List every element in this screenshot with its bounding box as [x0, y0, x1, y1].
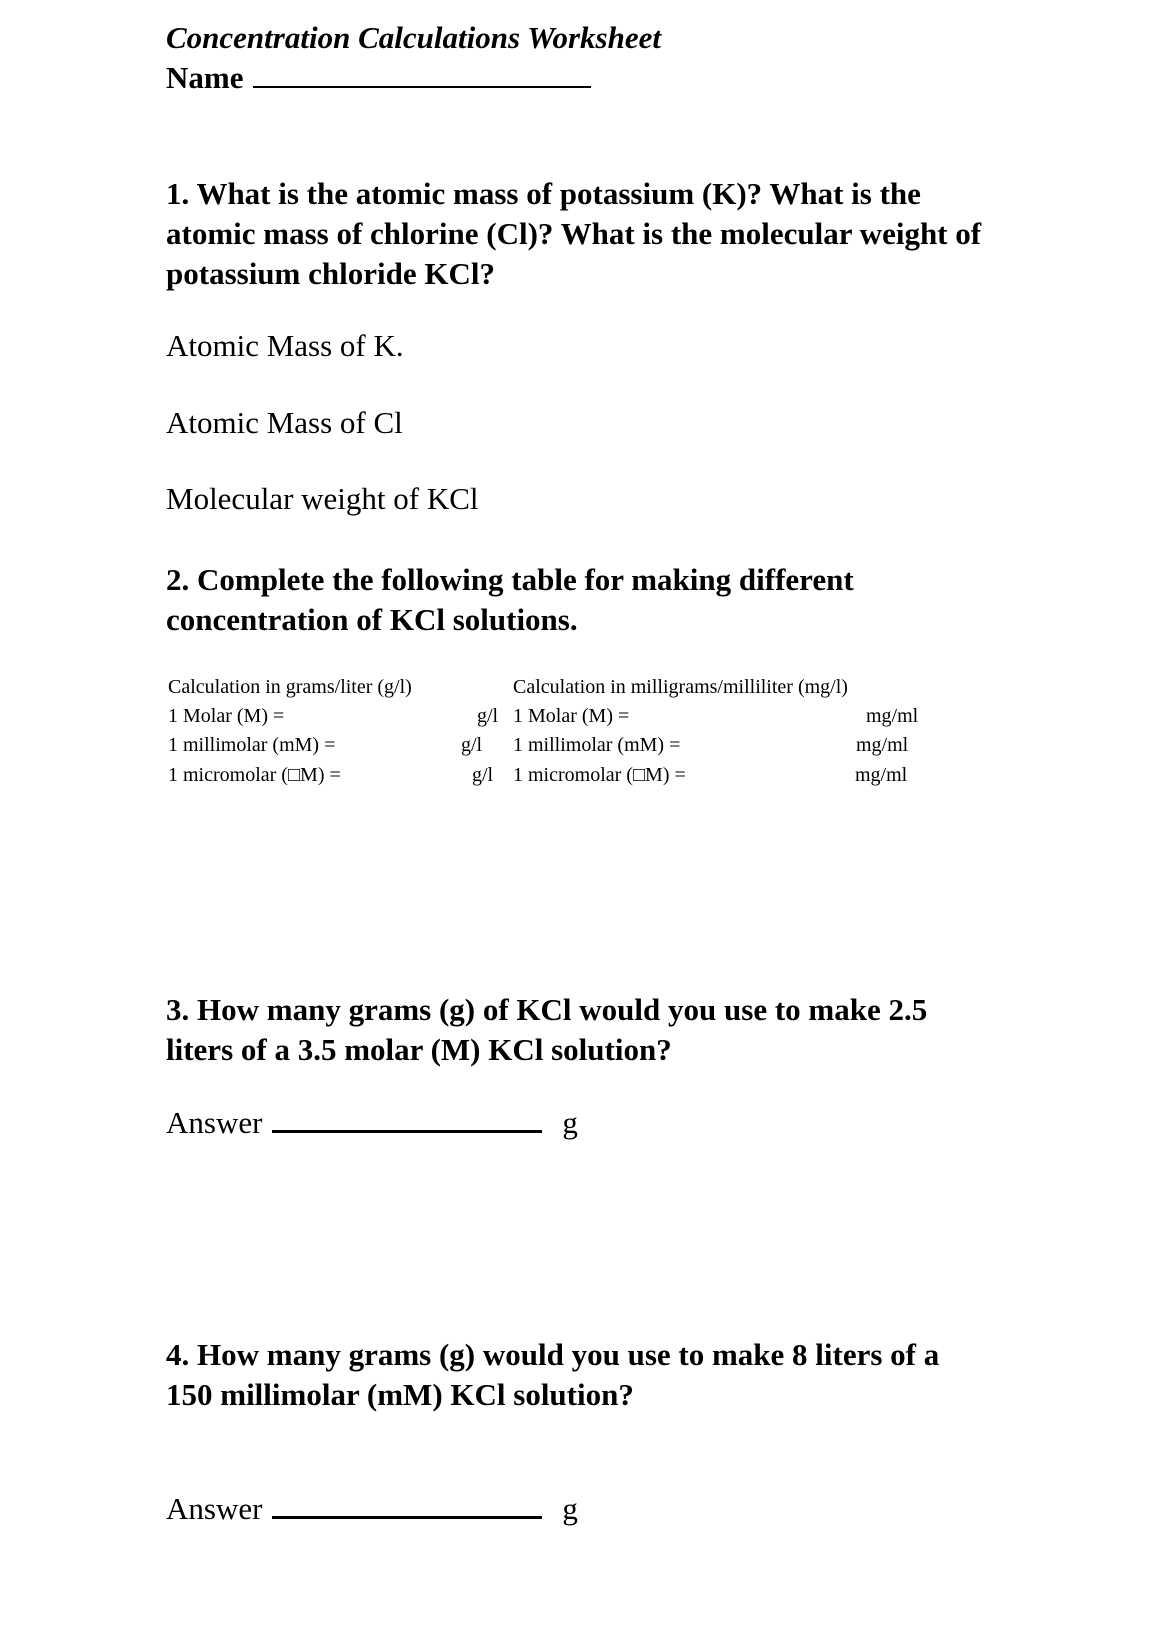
- left-row-millimolar: 1 millimolar (mM) =: [168, 734, 336, 756]
- name-field: [166, 58, 591, 96]
- name-label: Name: [166, 60, 244, 95]
- answer-blank-line[interactable]: [272, 1490, 542, 1519]
- answer-unit: g: [562, 1105, 578, 1140]
- right-row-millimolar-unit: mg/ml: [856, 734, 909, 756]
- right-row-micromolar-unit: mg/ml: [855, 764, 908, 786]
- name-blank-line[interactable]: [253, 58, 591, 88]
- right-row-molar: 1 Molar (M) =: [513, 705, 630, 727]
- worksheet-title: Concentration Calculations Worksheet: [166, 20, 661, 55]
- left-row-millimolar-unit: g/l: [461, 734, 483, 756]
- question-1-text: 1. What is the atomic mass of potassium (K)? What is the atomic mass of chlorine (Cl)? What is the molecular weight of potassium chloride KCl?: [166, 176, 982, 291]
- left-row-micromolar: 1 micromolar (□M) =: [168, 764, 341, 786]
- left-row-micromolar-unit: g/l: [472, 764, 494, 786]
- answer-label: Answer: [166, 1491, 263, 1526]
- left-table-header: Calculation in grams/liter (g/l): [168, 676, 412, 698]
- question-3-text: 3. How many grams (g) of KCl would you use to make 2.5 liters of a 3.5 molar (M) KCl solution?: [166, 992, 928, 1067]
- molecular-weight-kcl-label: Molecular weight of KCl: [166, 481, 479, 516]
- answer-unit: g: [562, 1491, 578, 1526]
- answer-blank-line[interactable]: [272, 1104, 542, 1133]
- question-3-answer: [166, 1104, 578, 1141]
- question-2-text: 2. Complete the following table for making different concentration of KCl solutions.: [166, 562, 854, 637]
- right-row-millimolar: 1 millimolar (mM) =: [513, 734, 681, 756]
- atomic-mass-k-label: Atomic Mass of K.: [166, 328, 404, 363]
- left-row-molar-unit: g/l: [477, 705, 499, 727]
- right-row-molar-unit: mg/ml: [866, 705, 919, 727]
- question-4-answer: [166, 1490, 578, 1527]
- right-table-header: Calculation in milligrams/milliliter (mg/l): [513, 676, 848, 698]
- atomic-mass-cl-label: Atomic Mass of Cl: [166, 405, 403, 440]
- right-row-micromolar: 1 micromolar (□M) =: [513, 764, 686, 786]
- answer-label: Answer: [166, 1105, 263, 1140]
- left-row-molar: 1 Molar (M) =: [168, 705, 285, 727]
- question-4-text: 4. How many grams (g) would you use to make 8 liters of a 150 millimolar (mM) KCl solution?: [166, 1337, 940, 1412]
